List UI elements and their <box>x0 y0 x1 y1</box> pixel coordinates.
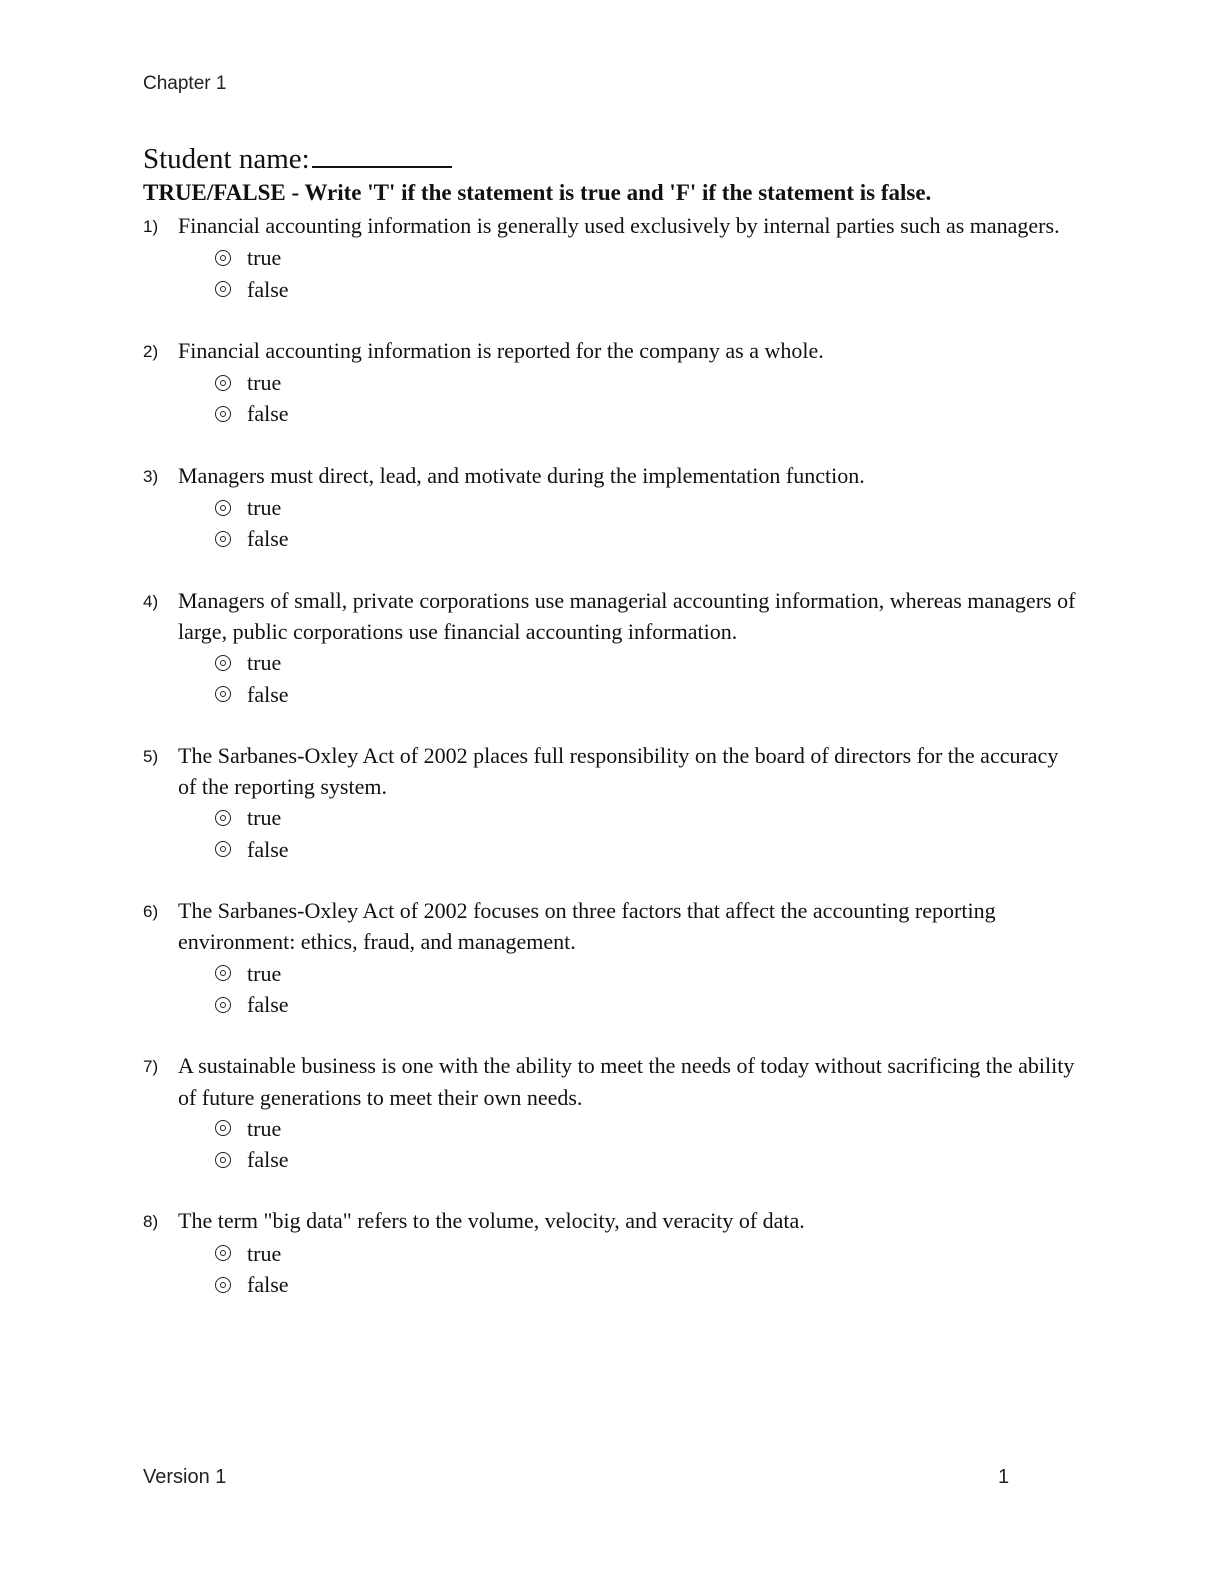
radio-icon[interactable] <box>215 841 231 857</box>
radio-icon[interactable] <box>215 1245 231 1261</box>
option-label: true <box>247 1115 282 1141</box>
question-list <box>143 210 1083 1330</box>
option-label: true <box>247 370 282 396</box>
option-label: false <box>247 836 289 862</box>
radio-icon[interactable] <box>215 250 231 266</box>
question-8 <box>143 1205 1083 1300</box>
question-text: Managers must direct, lead, and motivate during the implementation function. <box>178 462 865 488</box>
option-true[interactable] <box>215 647 1083 678</box>
radio-icon[interactable] <box>215 1152 231 1168</box>
option-label: false <box>247 276 289 302</box>
question-number: 6) <box>143 902 159 922</box>
option-label: false <box>247 1272 289 1298</box>
question-text: The term "big data" refers to the volume, velocity, and veracity of data. <box>178 1208 805 1234</box>
question-text: The Sarbanes-Oxley Act of 2002 focuses on three factors that affect the accounting reporting environment: ethics, fraud, and management. <box>178 898 996 955</box>
option-true[interactable] <box>215 802 1083 833</box>
option-false[interactable] <box>215 274 1083 305</box>
option-label: true <box>247 245 282 271</box>
question-text: Financial accounting information is generally used exclusively by internal parties such as managers. <box>178 213 1060 238</box>
option-label: false <box>247 1147 289 1173</box>
radio-icon[interactable] <box>215 965 231 981</box>
question-number: 5) <box>143 746 159 766</box>
radio-icon[interactable] <box>215 281 231 297</box>
radio-icon[interactable] <box>215 1277 231 1293</box>
option-true[interactable] <box>215 958 1083 989</box>
option-true[interactable] <box>215 242 1083 273</box>
question-number: 1) <box>143 217 159 236</box>
question-5 <box>143 740 1083 865</box>
question-number: 3) <box>143 466 159 486</box>
chapter-header: Chapter 1 <box>143 73 227 94</box>
option-label: true <box>247 805 282 831</box>
option-true[interactable] <box>215 1113 1083 1144</box>
option-label: true <box>247 960 282 986</box>
option-false[interactable] <box>215 398 1083 429</box>
question-2 <box>143 335 1083 430</box>
radio-icon[interactable] <box>215 1120 231 1136</box>
question-text: A sustainable business is one with the ability to meet the needs of today without sacrificing the ability of future generations to meet their own needs. <box>178 1053 1075 1110</box>
option-true[interactable] <box>215 492 1083 523</box>
option-false[interactable] <box>215 1269 1083 1300</box>
question-text: Financial accounting information is reported for the company as a whole. <box>178 337 824 363</box>
radio-icon[interactable] <box>215 997 231 1013</box>
student-name-blank[interactable] <box>312 140 452 168</box>
question-text: The Sarbanes-Oxley Act of 2002 places full responsibility on the board of directors for the accuracy of the reporting system. <box>178 742 1059 800</box>
question-number: 4) <box>143 591 159 611</box>
option-false[interactable] <box>215 834 1083 865</box>
question-number: 2) <box>143 341 159 361</box>
radio-icon[interactable] <box>215 406 231 422</box>
question-number: 7) <box>143 1057 159 1077</box>
footer-version: Version 1 <box>143 1466 227 1488</box>
option-false[interactable] <box>215 523 1083 554</box>
question-4 <box>143 585 1083 710</box>
radio-icon[interactable] <box>215 810 231 826</box>
option-true[interactable] <box>215 367 1083 398</box>
radio-icon[interactable] <box>215 686 231 702</box>
student-name-line <box>143 140 452 177</box>
option-label: true <box>247 495 282 521</box>
radio-icon[interactable] <box>215 531 231 547</box>
question-7 <box>143 1050 1083 1175</box>
radio-icon[interactable] <box>215 500 231 516</box>
option-label: false <box>247 991 289 1017</box>
option-label: false <box>247 526 289 552</box>
question-6 <box>143 895 1083 1020</box>
option-label: false <box>247 401 289 427</box>
student-name-label: Student name: <box>143 143 310 175</box>
question-3 <box>143 460 1083 555</box>
option-true[interactable] <box>215 1238 1083 1269</box>
radio-icon[interactable] <box>215 655 231 671</box>
radio-icon[interactable] <box>215 375 231 391</box>
option-label: false <box>247 681 289 707</box>
question-1 <box>143 210 1083 305</box>
footer-page-number: 1 <box>998 1466 1010 1488</box>
option-label: true <box>247 1240 282 1266</box>
question-text: Managers of small, private corporations use managerial accounting information, whereas managers of large, public corporations use financial accounting information. <box>178 587 1076 644</box>
option-false[interactable] <box>215 679 1083 710</box>
option-label: true <box>247 650 282 676</box>
option-false[interactable] <box>215 1144 1083 1175</box>
option-false[interactable] <box>215 989 1083 1020</box>
question-number: 8) <box>143 1212 159 1232</box>
instructions: TRUE/FALSE - Write 'T' if the statement is true and 'F' if the statement is false. <box>143 180 932 205</box>
